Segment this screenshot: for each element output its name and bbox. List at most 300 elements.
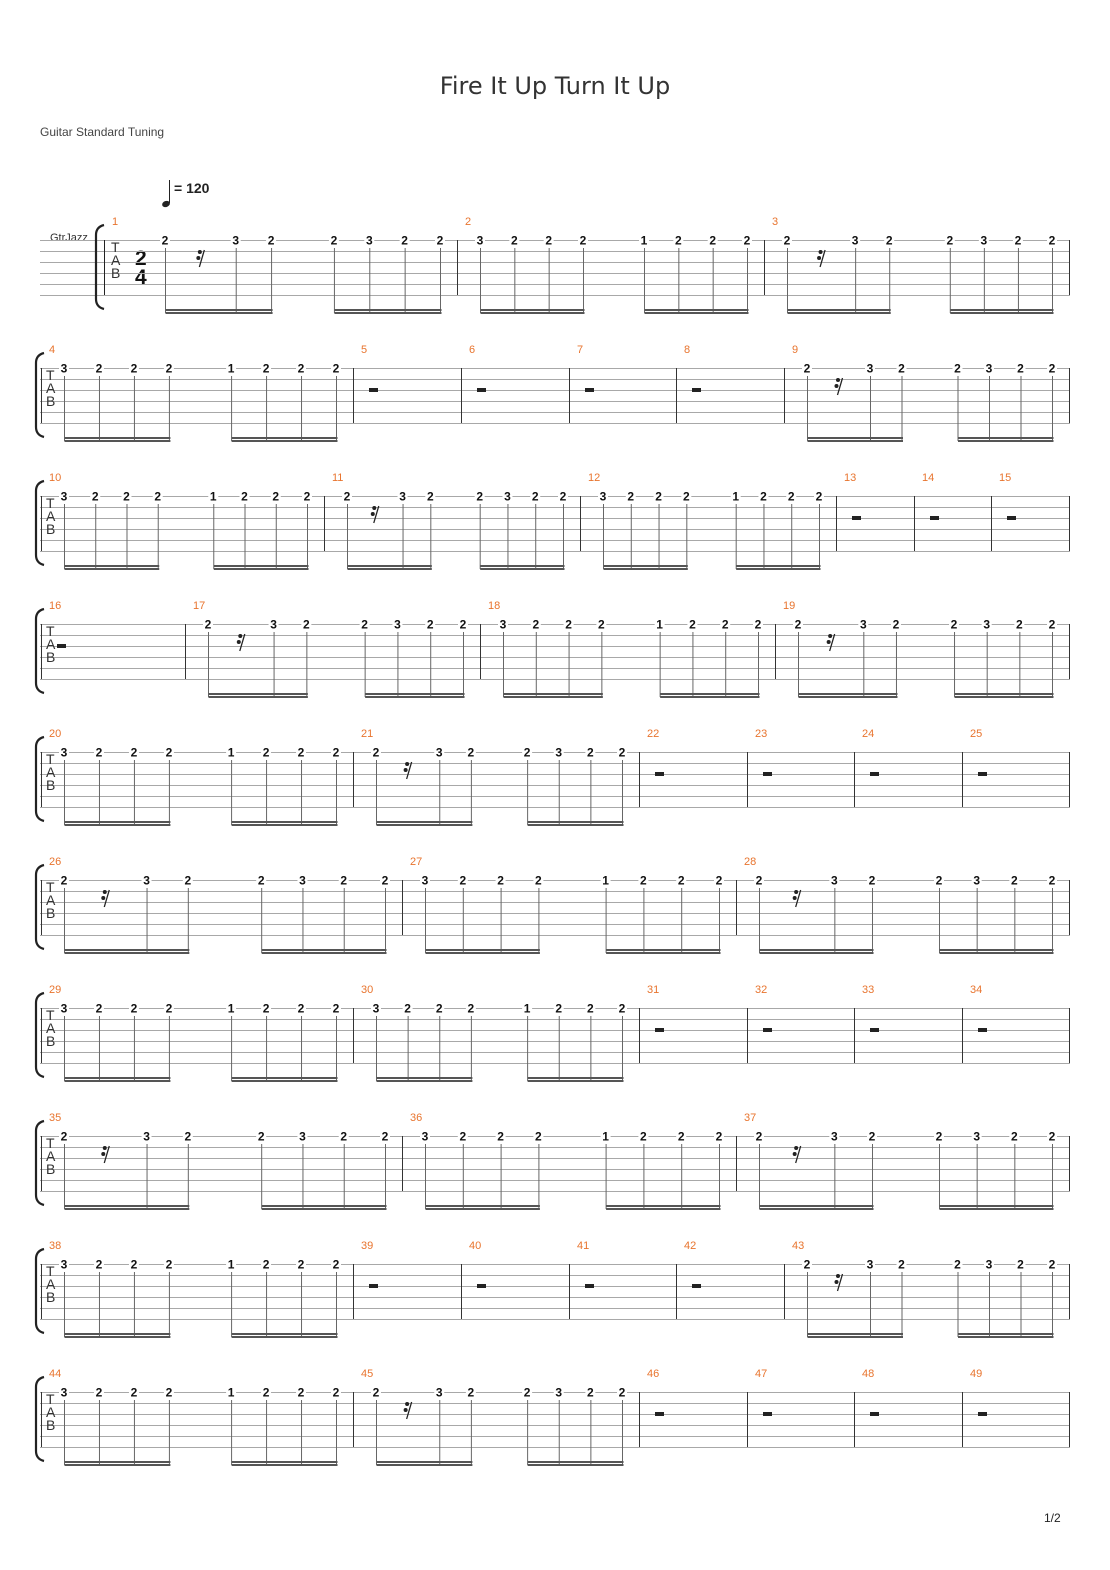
fret-number: 2: [467, 1385, 475, 1400]
fret-number: 2: [674, 233, 682, 248]
fret-number: 2: [262, 1001, 270, 1016]
fret-number: 2: [755, 1129, 763, 1144]
tab-clef-letter: T: [46, 623, 55, 639]
half-rest-icon: [763, 1412, 772, 1416]
half-rest-icon: [978, 1028, 987, 1032]
measure-number: 5: [361, 344, 368, 356]
tab-clef-letter: A: [46, 1020, 56, 1036]
fret-number: 2: [130, 1257, 138, 1272]
fret-number: 2: [332, 1257, 340, 1272]
fret-number: 2: [868, 1129, 876, 1144]
beam-line: [65, 824, 171, 826]
rest-flag-dot: [835, 1280, 839, 1284]
measure-number: 48: [862, 1368, 875, 1380]
system-bracket: [36, 1121, 44, 1205]
beam-line: [808, 1336, 904, 1338]
fret-number: 2: [467, 1001, 475, 1016]
beam-line: [65, 565, 160, 567]
fret-number: 2: [272, 489, 280, 504]
measure-number: 17: [193, 600, 206, 612]
beam-line: [232, 1461, 338, 1463]
fret-number: 2: [618, 1001, 626, 1016]
fret-number: 3: [372, 1001, 380, 1016]
time-signature-top: 2: [135, 247, 147, 270]
fret-number: 2: [330, 233, 338, 248]
rest-flag-dot: [405, 1402, 409, 1406]
fret-number: 2: [946, 233, 954, 248]
fret-number: 3: [60, 1001, 68, 1016]
half-rest-icon: [870, 1028, 879, 1032]
measure-number: 23: [755, 728, 768, 740]
fret-number: 2: [1017, 1257, 1024, 1272]
measure-number: 14: [922, 472, 935, 484]
fret-number: 3: [973, 1129, 981, 1144]
fret-number: 1: [732, 489, 740, 504]
tab-clef-letter: A: [46, 892, 56, 908]
system-bracket: [36, 1249, 44, 1333]
beam-line: [65, 1205, 190, 1207]
rest-flag-dot: [794, 1146, 798, 1150]
page-number: 1/2: [1044, 1511, 1061, 1525]
fret-number: 3: [504, 489, 511, 504]
tempo-marking: [161, 180, 209, 208]
fret-number: 2: [1010, 1129, 1018, 1144]
fret-number: 3: [476, 233, 484, 248]
fret-number: 2: [262, 745, 270, 760]
beam-line: [232, 437, 338, 439]
half-rest-icon: [655, 1028, 664, 1032]
half-rest-icon: [477, 388, 486, 392]
fret-number: 2: [950, 617, 958, 632]
rest-flag-dot: [836, 378, 840, 382]
beam-line: [955, 696, 1054, 698]
rest-flag-dot: [793, 896, 797, 900]
beam-line: [426, 952, 540, 954]
beam-line: [65, 1080, 171, 1082]
fret-number: 2: [257, 873, 265, 888]
fret-number: 2: [587, 745, 594, 760]
fret-number: 2: [677, 873, 685, 888]
sixteenth-rest-icon: [101, 890, 109, 907]
fret-number: 3: [866, 361, 874, 376]
fret-number: 3: [60, 1257, 68, 1272]
fret-number: 2: [677, 1129, 685, 1144]
fret-number: 1: [602, 873, 609, 888]
measure-number: 22: [647, 728, 660, 740]
fret-number: 2: [340, 873, 348, 888]
fret-number: 2: [627, 489, 635, 504]
measure-number: 25: [970, 728, 983, 740]
rest-flag-dot: [101, 896, 105, 900]
fret-number: 2: [303, 489, 311, 504]
fret-number: 2: [640, 1129, 647, 1144]
beam-line: [760, 1205, 874, 1207]
sixteenth-rest-icon: [101, 1146, 109, 1163]
measure-number: 3: [772, 216, 779, 228]
rest-flag-dot: [237, 640, 241, 644]
beam-line: [65, 568, 160, 570]
fret-number: 2: [297, 361, 305, 376]
beam-line: [334, 309, 441, 311]
measure-number: 45: [361, 1368, 374, 1380]
fret-number: 2: [459, 1129, 467, 1144]
beam-line: [504, 696, 603, 698]
tab-clef-letter: T: [46, 1391, 55, 1407]
fret-number: 2: [165, 1001, 173, 1016]
beam-line: [232, 440, 338, 442]
measure-number: 33: [862, 984, 875, 996]
measure-number: 41: [577, 1240, 590, 1252]
staff-system: [36, 856, 1070, 954]
fret-number: 2: [297, 745, 305, 760]
beam-line: [660, 693, 759, 695]
beam-line: [377, 1077, 473, 1079]
track-name: GtrJazz: [50, 232, 88, 244]
fret-number: 2: [898, 361, 905, 376]
fret-number: 2: [1014, 233, 1022, 248]
fret-number: 2: [754, 617, 762, 632]
tab-clef-letter: A: [46, 1276, 56, 1292]
beam-line: [365, 693, 464, 695]
fret-number: 3: [60, 745, 68, 760]
system-bracket: [36, 1377, 44, 1461]
fret-number: 2: [565, 617, 572, 632]
fret-number: 2: [95, 1385, 103, 1400]
beam-line: [262, 949, 387, 951]
measure-number: 37: [744, 1112, 757, 1124]
fret-number: 2: [95, 1001, 103, 1016]
measure-number: 46: [647, 1368, 660, 1380]
fret-number: 2: [372, 1385, 380, 1400]
fret-number: 2: [426, 489, 434, 504]
half-rest-icon: [57, 644, 66, 648]
system-bracket: [36, 353, 44, 437]
beam-line: [808, 437, 904, 439]
beam-line: [65, 437, 171, 439]
beam-line: [65, 1336, 171, 1338]
fret-number: 3: [555, 1385, 563, 1400]
fret-number: 2: [381, 873, 389, 888]
beam-line: [262, 1205, 387, 1207]
fret-number: 2: [204, 617, 212, 632]
beam-line: [760, 952, 874, 954]
beam-line: [377, 1461, 473, 1463]
fret-number: 2: [579, 233, 587, 248]
measure-number: 43: [792, 1240, 805, 1252]
fret-number: 2: [257, 1129, 265, 1144]
fret-number: 3: [851, 233, 859, 248]
beam-line: [939, 949, 1053, 951]
beam-line: [799, 696, 898, 698]
fret-number: 2: [755, 873, 763, 888]
fret-number: 2: [760, 489, 767, 504]
beam-line: [660, 696, 759, 698]
tab-clef-letter: B: [46, 1417, 56, 1433]
fret-number: 3: [555, 745, 563, 760]
fret-number: 2: [372, 745, 380, 760]
fret-number: 2: [154, 489, 162, 504]
measure-number: 19: [783, 600, 796, 612]
rest-flag-dot: [404, 1408, 408, 1412]
tuning-label: Guitar Standard Tuning: [40, 125, 165, 139]
song-title: Fire It Up Turn It Up: [439, 72, 671, 100]
fret-number: 2: [618, 1385, 626, 1400]
measure-number: 35: [49, 1112, 62, 1124]
tab-clef-letter: B: [46, 649, 56, 665]
fret-number: 2: [165, 745, 173, 760]
beam-line: [377, 824, 473, 826]
staff-system: [40, 216, 1070, 314]
beam-line: [232, 1080, 338, 1082]
measure-number: 28: [744, 856, 757, 868]
rest-flag-dot: [372, 506, 376, 510]
rest-flag-dot: [405, 762, 409, 766]
fret-number: 3: [60, 489, 68, 504]
fret-number: 2: [898, 1257, 905, 1272]
fret-number: 3: [830, 1129, 838, 1144]
half-rest-icon: [978, 772, 987, 776]
measure-number: 26: [49, 856, 62, 868]
beam-line: [939, 952, 1053, 954]
beam-line: [166, 312, 273, 314]
fret-number: 2: [794, 617, 802, 632]
tab-clef-letter: A: [46, 508, 56, 524]
measure-number: 11: [332, 472, 344, 484]
sixteenth-rest-icon: [196, 250, 204, 267]
beam-line: [736, 568, 820, 570]
measure-number: 31: [647, 984, 660, 996]
beam-line: [604, 568, 688, 570]
sixteenth-rest-icon: [827, 634, 835, 651]
measure-number: 49: [970, 1368, 983, 1380]
tab-clef-letter: T: [111, 239, 120, 255]
fret-number: 2: [1048, 361, 1056, 376]
beam-line: [348, 568, 432, 570]
system-bracket: [36, 737, 44, 821]
fret-number: 2: [715, 1129, 723, 1144]
beam-line: [645, 309, 749, 311]
rest-flag-dot: [101, 1152, 105, 1156]
fret-number: 2: [709, 233, 717, 248]
system-bracket: [96, 225, 104, 309]
fret-number: 2: [381, 1129, 389, 1144]
beam-line: [232, 824, 338, 826]
fret-number: 2: [60, 1129, 68, 1144]
fret-number: 3: [232, 233, 240, 248]
staff-system: [36, 600, 1070, 698]
measure-number: 15: [999, 472, 1012, 484]
fret-number: 3: [985, 361, 993, 376]
beam-line: [760, 949, 874, 951]
measure-number: 42: [684, 1240, 697, 1252]
measure-number: 4: [49, 344, 56, 356]
fret-number: 3: [299, 1129, 306, 1144]
measure-number: 6: [469, 344, 476, 356]
fret-number: 2: [1015, 617, 1023, 632]
system-bracket: [36, 993, 44, 1077]
fret-number: 1: [227, 1001, 235, 1016]
beam-line: [334, 312, 441, 314]
fret-number: 2: [262, 1257, 270, 1272]
fret-number: 2: [297, 1385, 305, 1400]
beam-line: [426, 1205, 540, 1207]
fret-number: 2: [404, 1001, 411, 1016]
fret-number: 2: [954, 361, 961, 376]
beam-line: [65, 952, 190, 954]
fret-number: 2: [587, 1385, 594, 1400]
beam-line: [65, 1077, 171, 1079]
fret-number: 1: [227, 745, 235, 760]
staff-system: [36, 1240, 1070, 1338]
fret-number: 3: [270, 617, 277, 632]
fret-number: 2: [935, 873, 943, 888]
fret-number: 2: [303, 617, 310, 632]
tab-clef-letter: B: [46, 521, 56, 537]
fret-number: 1: [656, 617, 663, 632]
rest-flag-dot: [404, 768, 408, 772]
beam-line: [528, 824, 624, 826]
fret-number: 2: [803, 361, 811, 376]
fret-number: 2: [165, 1385, 173, 1400]
fret-number: 2: [655, 489, 662, 504]
beam-line: [528, 1464, 624, 1466]
fret-number: 3: [399, 489, 406, 504]
beam-line: [950, 312, 1053, 314]
beam-line: [65, 1208, 190, 1210]
fret-number: 3: [983, 617, 991, 632]
measure-number: 47: [755, 1368, 768, 1380]
fret-number: 3: [365, 233, 373, 248]
fret-number: 2: [426, 617, 434, 632]
sixteenth-rest-icon: [404, 1402, 412, 1419]
fret-number: 2: [523, 745, 531, 760]
tab-clef-letter: B: [46, 1161, 56, 1177]
half-rest-icon: [1007, 516, 1016, 520]
beam-line: [209, 693, 308, 695]
tab-clef-letter: A: [111, 252, 121, 268]
fret-number: 2: [95, 361, 103, 376]
rest-flag-dot: [794, 890, 798, 894]
fret-number: 2: [184, 1129, 192, 1144]
beam-line: [958, 1333, 1054, 1335]
half-rest-icon: [852, 516, 861, 520]
sixteenth-rest-icon: [237, 634, 245, 651]
measure-number: 39: [361, 1240, 374, 1252]
beam-line: [65, 949, 190, 951]
half-rest-icon: [369, 388, 378, 392]
beam-line: [606, 1208, 720, 1210]
beam-line: [262, 1208, 387, 1210]
fret-number: 2: [689, 617, 696, 632]
fret-number: 2: [1048, 233, 1056, 248]
sixteenth-rest-icon: [793, 890, 801, 907]
beam-line: [426, 1208, 540, 1210]
fret-number: 2: [721, 617, 729, 632]
beam-line: [528, 1461, 624, 1463]
measure-number: 2: [465, 216, 472, 228]
measure-number: 30: [361, 984, 374, 996]
beam-line: [65, 1461, 171, 1463]
measure-number: 36: [410, 1112, 423, 1124]
fret-number: 2: [130, 1001, 138, 1016]
staff-system: [36, 728, 1070, 826]
rest-flag-dot: [827, 640, 831, 644]
tab-clef-letter: T: [46, 495, 55, 511]
fret-number: 2: [868, 873, 876, 888]
fret-number: 2: [497, 1129, 504, 1144]
fret-number: 3: [499, 617, 507, 632]
tab-clef-letter: A: [46, 380, 56, 396]
fret-number: 2: [459, 873, 467, 888]
measure-number: 38: [49, 1240, 62, 1252]
sixteenth-rest-icon: [793, 1146, 801, 1163]
fret-number: 2: [682, 489, 690, 504]
fret-number: 2: [297, 1257, 305, 1272]
fret-number: 2: [165, 1257, 173, 1272]
tab-clef-letter: B: [111, 265, 121, 281]
beam-line: [955, 693, 1054, 695]
fret-number: 3: [421, 873, 429, 888]
fret-number: 2: [1010, 873, 1018, 888]
half-rest-icon: [585, 388, 594, 392]
beam-line: [480, 565, 564, 567]
fret-number: 2: [476, 489, 484, 504]
tab-clef-letter: T: [46, 879, 55, 895]
beam-line: [788, 312, 891, 314]
tab-clef-letter: T: [46, 1135, 55, 1151]
beam-line: [788, 309, 891, 311]
rest-flag-dot: [196, 256, 200, 260]
sixteenth-rest-icon: [835, 378, 843, 395]
tab-clef-letter: A: [46, 1404, 56, 1420]
half-rest-icon: [655, 1412, 664, 1416]
fret-number: 2: [743, 233, 751, 248]
beam-line: [799, 693, 898, 695]
fret-number: 3: [143, 1129, 150, 1144]
fret-number: 3: [973, 873, 981, 888]
fret-number: 2: [787, 489, 795, 504]
fret-number: 2: [892, 617, 900, 632]
beam-line: [606, 1205, 720, 1207]
fret-number: 3: [599, 489, 607, 504]
fret-number: 2: [130, 1385, 138, 1400]
fret-number: 2: [123, 489, 130, 504]
fret-number: 1: [602, 1129, 609, 1144]
staff-system: [36, 984, 1070, 1082]
beam-line: [481, 309, 585, 311]
fret-number: 2: [531, 489, 539, 504]
fret-number: 2: [332, 361, 340, 376]
fret-number: 2: [467, 745, 475, 760]
fret-number: 2: [535, 873, 542, 888]
tab-clef-letter: A: [46, 764, 56, 780]
fret-number: 2: [340, 1129, 348, 1144]
beam-line: [528, 821, 624, 823]
beam-line: [377, 1080, 473, 1082]
fret-number: 2: [332, 1385, 340, 1400]
beam-line: [760, 1208, 874, 1210]
half-rest-icon: [477, 1284, 486, 1288]
staff-system: [36, 344, 1070, 442]
rest-flag-dot: [819, 250, 823, 254]
fret-number: 2: [935, 1129, 943, 1144]
fret-number: 2: [297, 1001, 305, 1016]
tab-clef-letter: A: [46, 1148, 56, 1164]
fret-number: 2: [436, 233, 444, 248]
half-rest-icon: [930, 516, 939, 520]
measure-number: 20: [49, 728, 62, 740]
fret-number: 1: [209, 489, 217, 504]
